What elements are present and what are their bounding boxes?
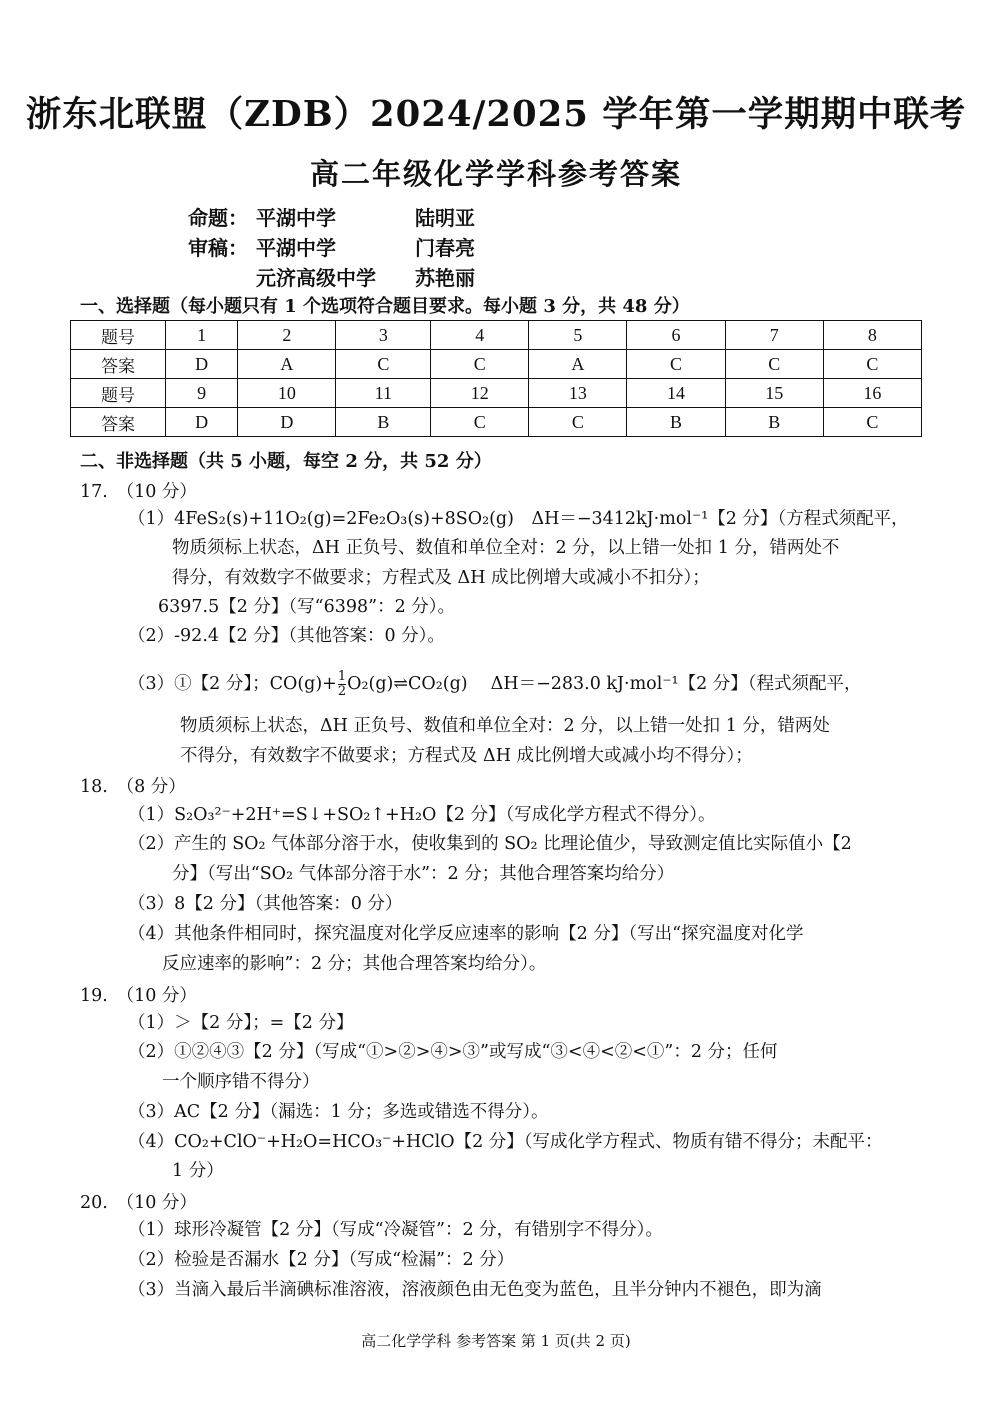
q18-line-5: （4）其他条件相同时，探究温度对化学反应速率的影响【2 分】（写出“探究温度对化学 — [128, 924, 804, 944]
q18-line-6: 反应速率的影响”：2 分；其他合理答案均给分）。 — [162, 954, 547, 974]
answer-cell: C — [529, 408, 627, 437]
answer-cell: B — [627, 408, 725, 437]
section-1-heading: 一、选择题（每小题只有 1 个选项符合题目要求。每小题 3 分，共 48 分） — [80, 296, 690, 317]
q20-line-1: （1）球形冷凝管【2 分】（写成“冷凝管”：2 分，有错别字不得分）。 — [128, 1220, 663, 1240]
answer-cell: C — [725, 350, 823, 379]
q17-line-6 — [128, 670, 862, 699]
shengao-name-1: 门春亮 — [415, 236, 475, 260]
answer-cell: B — [336, 408, 431, 437]
question-number: 11 — [336, 379, 431, 408]
q19-line-4: （3）AC【2 分】（漏选：1 分；多选或错选不得分）。 — [128, 1102, 549, 1122]
row-header: 题号 — [71, 321, 166, 350]
answer-cell: C — [431, 408, 529, 437]
row-header: 答案 — [71, 350, 166, 379]
q18-line-3: 分】（写出“SO₂ 气体部分溶于水”：2 分；其他合理答案均给分） — [172, 864, 675, 884]
table-row — [71, 379, 922, 408]
shengao-label: 审稿： — [188, 236, 248, 260]
answer-cell: C — [431, 350, 529, 379]
q18-line-1: （1）S₂O₃²⁻+2H⁺=S↓+SO₂↑+H₂O【2 分】（写成化学方程式不得分）。 — [128, 805, 716, 825]
fraction-numerator: 1 — [337, 669, 347, 684]
answer-cell: D — [166, 350, 238, 379]
question-17-label: 17. （10 分） — [80, 482, 197, 502]
mingti-name: 陆明亚 — [415, 206, 475, 230]
fraction-denominator: 2 — [337, 684, 347, 699]
question-number: 15 — [725, 379, 823, 408]
answer-cell: B — [725, 408, 823, 437]
section-2-heading: 二、非选择题（共 5 小题，每空 2 分，共 52 分） — [80, 451, 492, 472]
question-number: 14 — [627, 379, 725, 408]
question-number: 8 — [823, 321, 921, 350]
answer-cell: D — [238, 408, 336, 437]
q19-line-1: （1）＞【2 分】；=【2 分】 — [128, 1013, 354, 1033]
question-number: 10 — [238, 379, 336, 408]
question-number: 13 — [529, 379, 627, 408]
answer-table — [70, 320, 922, 437]
question-number: 4 — [431, 321, 529, 350]
question-number: 1 — [166, 321, 238, 350]
question-19-label: 19. （10 分） — [80, 986, 197, 1006]
shengao-school-1: 平湖中学 — [256, 236, 336, 260]
q19-line-3: 一个顺序错不得分） — [162, 1072, 320, 1092]
question-number: 7 — [725, 321, 823, 350]
table-row — [71, 321, 922, 350]
question-20-label: 20. （10 分） — [80, 1193, 197, 1213]
question-number: 12 — [431, 379, 529, 408]
mingti-label: 命题： — [188, 206, 248, 230]
row-header: 题号 — [71, 379, 166, 408]
answer-cell: C — [627, 350, 725, 379]
q17-line-6a: （3）①【2 分】；CO(g)+ — [128, 674, 337, 694]
q18-line-2: （2）产生的 SO₂ 气体部分溶于水，使收集到的 SO₂ 比理论值少，导致测定值比实际值小【2 — [128, 834, 852, 854]
answer-cell: A — [529, 350, 627, 379]
table-row — [71, 408, 922, 437]
row-header: 答案 — [71, 408, 166, 437]
fraction-one-half — [338, 670, 346, 699]
q17-line-1: （1）4FeS₂(s)+11O₂(g)=2Fe₂O₃(s)+8SO₂(g) ΔH＝−3412kJ·mol⁻¹【2 分】（方程式须配平， — [128, 509, 909, 529]
document-title: 浙东北联盟（ZDB）2024/2025 学年第一学期期中联考 — [25, 94, 967, 135]
q17-line-6b: O₂(g)⇌CO₂(g) ΔH＝−283.0 kJ·mol⁻¹【2 分】（程式须配平， — [347, 674, 862, 694]
page-footer: 高二化学学科 参考答案 第 1 页(共 2 页) — [361, 1332, 631, 1350]
shengao-name-2: 苏艳丽 — [415, 266, 475, 290]
question-number: 3 — [336, 321, 431, 350]
q17-line-4: 6397.5【2 分】（写“6398”：2 分）。 — [158, 597, 456, 617]
q17-line-3: 得分，有效数字不做要求；方程式及 ΔH 成比例增大或减小不扣分）； — [172, 568, 710, 588]
question-number: 16 — [823, 379, 921, 408]
q17-line-2: 物质须标上状态，ΔH 正负号、数值和单位全对：2 分，以上错一处扣 1 分，错两处不 — [172, 538, 840, 558]
question-number: 5 — [529, 321, 627, 350]
answer-cell: C — [336, 350, 431, 379]
answer-cell: C — [823, 408, 921, 437]
q20-line-2: （2）检验是否漏水【2 分】（写成“检漏”：2 分） — [128, 1250, 515, 1270]
q17-line-7: 物质须标上状态，ΔH 正负号、数值和单位全对：2 分，以上错一处扣 1 分，错两处 — [180, 716, 830, 736]
answer-cell: C — [823, 350, 921, 379]
answer-cell: A — [238, 350, 336, 379]
shengao-school-2: 元济高级中学 — [256, 266, 376, 290]
q18-line-4: （3）8【2 分】（其他答案：0 分） — [128, 894, 403, 914]
question-number: 6 — [627, 321, 725, 350]
document-subtitle: 高二年级化学学科参考答案 — [309, 157, 682, 191]
question-number: 9 — [166, 379, 238, 408]
q19-line-6: 1 分） — [172, 1161, 224, 1181]
question-18-label: 18. （8 分） — [80, 777, 186, 797]
q17-line-5: （2）-92.4【2 分】（其他答案：0 分）。 — [128, 626, 445, 646]
answer-cell: D — [166, 408, 238, 437]
q19-line-5: （4）CO₂+ClO⁻+H₂O=HCO₃⁻+HClO【2 分】（写成化学方程式、物质有错不得分；未配平： — [128, 1132, 883, 1152]
q20-line-3: （3）当滴入最后半滴碘标准溶液，溶液颜色由无色变为蓝色，且半分钟内不褪色，即为滴 — [128, 1280, 822, 1300]
mingti-school: 平湖中学 — [256, 206, 336, 230]
q19-line-2: （2）①②④③【2 分】（写成“①>②>④>③”或写成“③<④<②<①”：2 分；任何 — [128, 1042, 778, 1062]
q17-line-8: 不得分，有效数字不做要求；方程式及 ΔH 成比例增大或减小均不得分）； — [180, 746, 753, 766]
question-number: 2 — [238, 321, 336, 350]
table-row — [71, 350, 922, 379]
